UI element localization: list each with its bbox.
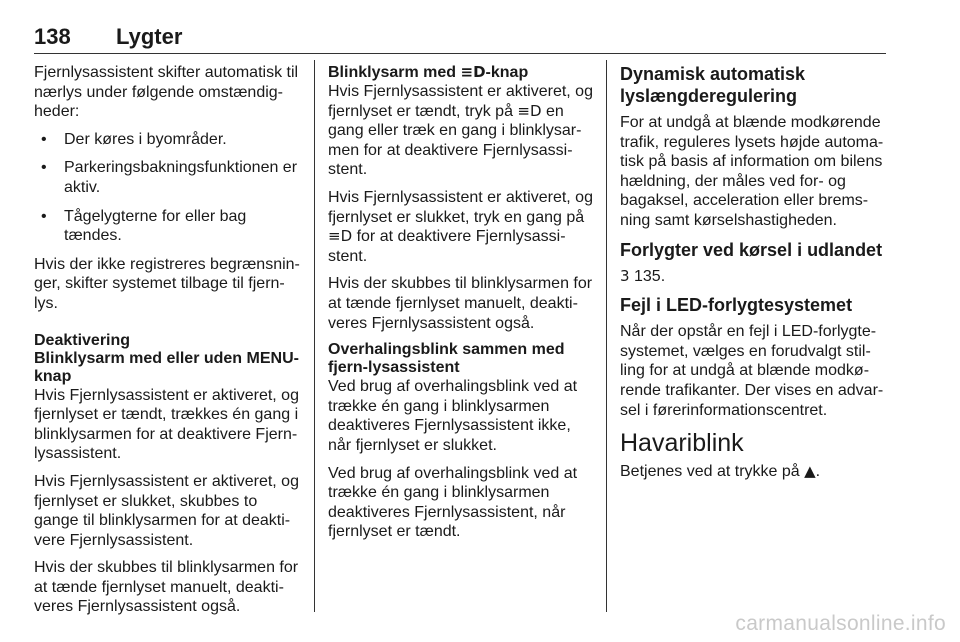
intro-paragraph: Fjernlysassistent skifter automatisk til nærlys under følgende omstændig-heder: [34, 64, 299, 121]
subheading-overtaking-flash: Overhalingsblink sammen med fjern-lysassistent [328, 341, 565, 377]
paragraph: For at undgå at blænde modkørende trafik, reguleres lysets højde automa-tisk på basis af information om bilens hældning, der måles ved for- og bagaksel, acceleration eller brems-ning samt kørselshastigheden. [620, 114, 884, 229]
section-heading-abroad: Forlygter ved kørsel i udlandet [620, 239, 883, 260]
paragraph: Ved brug af overhalingsblink ved at trække én gang i blinklysarmen deaktiveres Fjernlysassistent, når fjernlyset er tændt. [328, 464, 578, 541]
condition-list [34, 130, 304, 246]
section-heading-deactivation: Deaktivering [34, 331, 131, 349]
paragraph-text: Betjenes ved at trykke på [620, 463, 800, 481]
paragraph: Hvis der skubbes til blinklysarmen for at tænde fjernlyset manuelt, deakti-veres Fjernlysassistent også. [34, 559, 299, 616]
subheading-stalk-menu: Blinklysarm med eller uden MENU-knap [34, 349, 299, 385]
hazard-warning-icon: ▲ [804, 462, 816, 481]
subheading-stalk-button [328, 63, 596, 82]
page-number: 138 [34, 24, 71, 49]
paragraph-text: en gang eller træk en gang i blinklysar-men for at deaktivere Fjernlysassi-stent. [328, 102, 582, 179]
paragraph-text: . [815, 463, 821, 481]
column-1 [34, 63, 304, 625]
column-3 [620, 63, 886, 490]
column-2 [328, 63, 596, 550]
paragraph [328, 82, 596, 180]
section-heading-led-fault: Fejl i LED-forlygtesystemet [620, 295, 853, 316]
paragraph: Hvis der skubbes til blinklysarmen for at tænde fjernlyset manuelt, deakti-veres Fjernlysassistent også. [328, 275, 593, 332]
list-item: • Der køres i byområder. [34, 130, 304, 150]
paragraph: Hvis Fjernlysassistent er aktiveret, og fjernlyset er tændt, trækkes én gang i blinklysarmen for at deaktivere Fjern-lysassistent. [34, 386, 299, 463]
paragraph: Når der opstår en fejl i LED-forlygte-systemet, vælges en forudvalgt stil-ling for at undgå at blænde modkø-rende trafikanter. Der vises en advar-sel i førerinformationscentret. [620, 323, 884, 419]
high-beam-icon: ≡D [328, 227, 353, 246]
section-title-hazard: Havariblink [620, 429, 744, 458]
paragraph-text: Hvis Fjernlysassistent er aktiveret, og fjernlyset er slukket, tryk en gang på [328, 188, 593, 226]
paragraph-text: Hvis Fjernlysassistent er aktiveret, og fjernlyset er tændt, tryk på [328, 83, 593, 120]
reference-arrow-icon: 3 [620, 266, 630, 285]
column-divider-2 [606, 60, 607, 612]
paragraph: Hvis der ikke registreres begrænsnin-ger, skifter systemet tilbage til fjern-lys. [34, 255, 300, 312]
heading-text: -knap [485, 64, 529, 81]
heading-text: Blinklysarm med [328, 64, 457, 81]
column-divider-1 [314, 60, 315, 612]
high-beam-icon: ≡D [517, 101, 542, 120]
paragraph: Ved brug af overhalingsblink ved at trække én gang i blinklysarmen deaktiveres Fjernlysassistent ikke, når fjernlyset er slukket. [328, 378, 578, 454]
list-item: • Parkeringsbakningsfunktionen er aktiv. [34, 158, 304, 197]
header-rule [34, 53, 886, 54]
paragraph [620, 462, 886, 482]
reference-page: 135. [634, 267, 666, 285]
page-reference [620, 267, 886, 287]
paragraph [328, 188, 596, 266]
paragraph: Hvis Fjernlysassistent er aktiveret, og fjernlyset er slukket, skubbes to gange til blinklysarmen for at deakti-vere Fjernlysassistent. [34, 472, 299, 549]
section-heading-leveling: Dynamisk automatisk lyslængderegulering [620, 64, 806, 106]
high-beam-icon: ≡D [460, 63, 486, 81]
paragraph-text: for at deaktivere Fjernlysassi-stent. [328, 228, 566, 265]
list-item: • Tågelygterne for eller bag tændes. [34, 207, 304, 246]
page-header [34, 24, 886, 50]
chapter-title: Lygter [116, 24, 183, 49]
watermark: carmanualsonline.info [735, 612, 946, 635]
